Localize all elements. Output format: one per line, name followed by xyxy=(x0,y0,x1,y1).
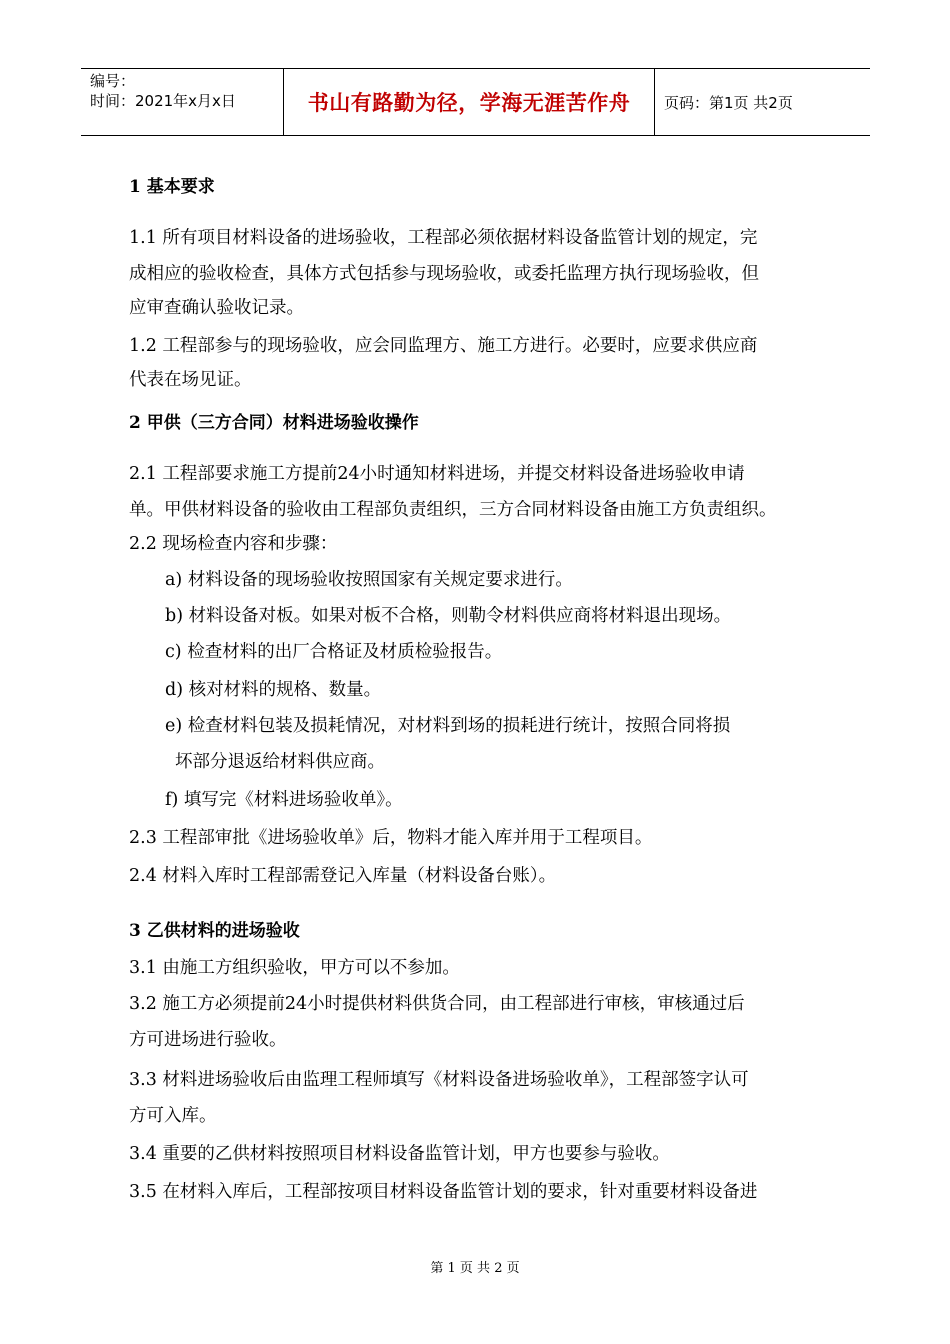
section-heading: 1 基本要求 xyxy=(129,177,215,197)
paragraph-line: 3.2 施工方必须提前24小时提供材料供货合同，由工程部进行审核，审核通过后 xyxy=(129,994,745,1014)
paragraph-line: 2.1 工程部要求施工方提前24小时通知材料进场，并提交材料设备进场验收申请 xyxy=(129,464,745,484)
header-page-label: 页码：第1页 共2页 xyxy=(664,93,793,112)
header-time: 时间：2021年x月x日 xyxy=(90,92,236,110)
paragraph-line: 3.3 材料进场验收后由监理工程师填写《材料设备进场验收单》，工程部签字认可 xyxy=(129,1070,749,1090)
paragraph-line: 3.1 由施工方组织验收，甲方可以不参加。 xyxy=(129,958,460,978)
page-header xyxy=(81,68,870,136)
paragraph-line: 坏部分退返给材料供应商。 xyxy=(175,752,385,772)
paragraph-line: 1.1 所有项目材料设备的进场验收，工程部必须依据材料设备监管计划的规定，完 xyxy=(129,228,758,248)
paragraph-line: c) 检查材料的出厂合格证及材质检验报告。 xyxy=(165,642,503,662)
paragraph-line: 2.2 现场检查内容和步骤： xyxy=(129,534,338,554)
page-footer: 第 1 页 共 2 页 xyxy=(430,1261,520,1276)
paragraph-line: 应审查确认验收记录。 xyxy=(129,298,304,318)
paragraph-line: 方可进场进行验收。 xyxy=(129,1030,287,1050)
header-number: 编号： xyxy=(90,72,136,90)
paragraph-line: b) 材料设备对板。如果对板不合格，则勒令材料供应商将材料退出现场。 xyxy=(165,606,732,626)
header-meta xyxy=(81,69,284,135)
paragraph-line: 方可入库。 xyxy=(129,1106,217,1126)
paragraph-line: d) 核对材料的规格、数量。 xyxy=(165,680,382,700)
paragraph-line: 2.3 工程部审批《进场验收单》后，物料才能入库并用于工程项目。 xyxy=(129,828,653,848)
paragraph-line: a) 材料设备的现场验收按照国家有关规定要求进行。 xyxy=(165,570,573,590)
section-heading: 3 乙供材料的进场验收 xyxy=(129,921,300,941)
section-heading: 2 甲供（三方合同）材料进场验收操作 xyxy=(129,413,419,433)
header-page-cell xyxy=(655,69,870,135)
paragraph-line: 代表在场见证。 xyxy=(129,370,252,390)
paragraph-line: f) 填写完《材料进场验收单》。 xyxy=(165,790,403,810)
header-motto: 书山有路勤为径，学海无涯苦作舟 xyxy=(307,91,631,115)
paragraph-line: 1.2 工程部参与的现场验收，应会同监理方、施工方进行。必要时，应要求供应商 xyxy=(129,336,758,356)
paragraph-line: 2.4 材料入库时工程部需登记入库量（材料设备台账）。 xyxy=(129,866,557,886)
paragraph-line: e) 检查材料包装及损耗情况，对材料到场的损耗进行统计，按照合同将损 xyxy=(165,716,731,736)
header-motto-cell xyxy=(284,69,655,135)
paragraph-line: 3.4 重要的乙供材料按照项目材料设备监管计划，甲方也要参与验收。 xyxy=(129,1144,670,1164)
paragraph-line: 成相应的验收检查，具体方式包括参与现场验收，或委托监理方执行现场验收，但 xyxy=(129,264,759,284)
paragraph-line: 单。甲供材料设备的验收由工程部负责组织，三方合同材料设备由施工方负责组织。 xyxy=(129,500,777,520)
paragraph-line: 3.5 在材料入库后，工程部按项目材料设备监管计划的要求，针对重要材料设备进 xyxy=(129,1182,758,1202)
